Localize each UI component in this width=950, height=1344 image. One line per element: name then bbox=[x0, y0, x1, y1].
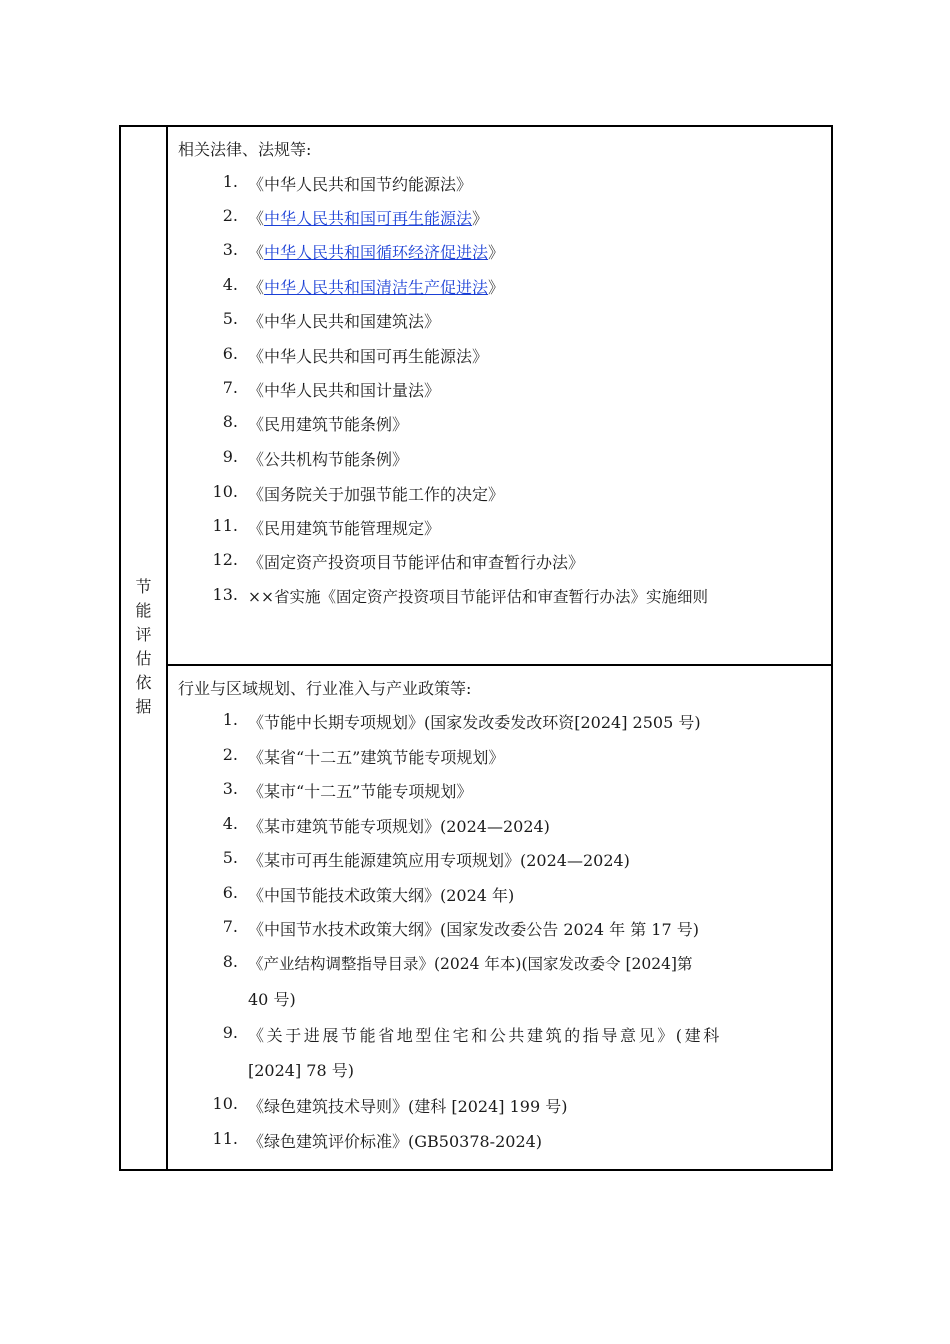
item-text: 《中华人民共和国节约能源法》 bbox=[248, 175, 473, 194]
item-number: 12. bbox=[212, 550, 238, 569]
item-text: 《某市“十二五”节能专项规划》 bbox=[248, 782, 473, 801]
item-number: 10. bbox=[212, 1094, 238, 1113]
item-text: 《中国节能技术政策大纲》(2024 年) bbox=[248, 886, 515, 905]
label-char: 评 bbox=[135, 625, 152, 644]
item-number: 6. bbox=[222, 883, 238, 902]
label-char: 依 bbox=[135, 673, 152, 692]
item-number: 5. bbox=[222, 309, 238, 328]
item-number: 13. bbox=[212, 585, 238, 604]
planning-policy-section bbox=[168, 666, 831, 1169]
item-text: 《产业结构调整指导目录》(2024 年本)(国家发改委令 [2024]第 bbox=[248, 955, 693, 973]
item-text: 《中华人民共和国计量法》 bbox=[248, 381, 441, 400]
item-text: 《中华人民共和国建筑法》 bbox=[248, 312, 441, 331]
item-text: 《民用建筑节能管理规定》 bbox=[248, 519, 441, 538]
law-link[interactable]: 中华人民共和国循环经济促进法 bbox=[264, 243, 489, 262]
item-number: 7. bbox=[222, 917, 238, 936]
item-text: 《固定资产投资项目节能评估和审查暂行办法》 bbox=[248, 553, 585, 572]
item-text: 《国务院关于加强节能工作的决定》 bbox=[248, 485, 505, 504]
bracket-close: 》 bbox=[488, 243, 505, 262]
item-text: 《民用建筑节能条例》 bbox=[248, 415, 409, 434]
item-text bbox=[248, 206, 488, 229]
item-text: 《公共机构节能条例》 bbox=[248, 450, 409, 469]
item-number: 9. bbox=[222, 1023, 238, 1042]
item-number: 9. bbox=[222, 447, 238, 466]
item-text bbox=[248, 240, 504, 263]
item-number: 11. bbox=[212, 1129, 238, 1148]
section-label bbox=[121, 575, 166, 719]
item-text-continued: [2024] 78 号) bbox=[248, 1061, 354, 1080]
item-text: 《绿色建筑技术导则》(建科 [2024] 199 号) bbox=[248, 1097, 568, 1116]
item-number: 8. bbox=[222, 952, 238, 971]
label-char: 据 bbox=[135, 697, 152, 716]
evaluation-basis-table bbox=[119, 125, 833, 1171]
item-text: 《某省“十二五”建筑节能专项规划》 bbox=[248, 748, 505, 767]
item-number: 4. bbox=[222, 275, 238, 294]
bracket-open: 《 bbox=[248, 278, 265, 297]
item-number: 1. bbox=[222, 710, 238, 729]
left-label-cell bbox=[121, 127, 168, 1169]
item-number: 3. bbox=[222, 779, 238, 798]
item-text-continued: 40 号) bbox=[248, 990, 296, 1009]
section-heading: 相关法律、法规等: bbox=[178, 140, 312, 159]
label-char: 估 bbox=[135, 649, 152, 668]
item-number: 2. bbox=[222, 745, 238, 764]
item-text: 《节能中长期专项规划》(国家发改委发改环资[2024] 2505 号) bbox=[248, 713, 701, 732]
law-link[interactable]: 中华人民共和国可再生能源法 bbox=[264, 209, 473, 228]
item-text: ××省实施《固定资产投资项目节能评估和审查暂行办法》实施细则 bbox=[248, 588, 708, 606]
law-link[interactable]: 中华人民共和国清洁生产促进法 bbox=[264, 278, 489, 297]
laws-regulations-section bbox=[168, 127, 831, 666]
item-number: 6. bbox=[222, 344, 238, 363]
item-text bbox=[248, 275, 504, 298]
bracket-close: 》 bbox=[488, 278, 505, 297]
item-number: 1. bbox=[222, 172, 238, 191]
item-text: 《关于进展节能省地型住宅和公共建筑的指导意见》(建科 bbox=[248, 1026, 722, 1045]
bracket-open: 《 bbox=[248, 209, 265, 228]
item-text: 《某市可再生能源建筑应用专项规划》(2024—2024) bbox=[248, 851, 630, 870]
item-text: 《绿色建筑评价标准》(GB50378-2024) bbox=[248, 1132, 543, 1151]
item-text: 《中华人民共和国可再生能源法》 bbox=[248, 347, 489, 366]
label-char: 能 bbox=[135, 601, 152, 620]
item-number: 2. bbox=[222, 206, 238, 225]
item-number: 7. bbox=[222, 378, 238, 397]
item-number: 8. bbox=[222, 412, 238, 431]
item-text: 《某市建筑节能专项规划》(2024—2024) bbox=[248, 817, 550, 836]
label-char: 节 bbox=[135, 577, 152, 596]
item-text: 《中国节水技术政策大纲》(国家发改委公告 2024 年 第 17 号) bbox=[248, 920, 699, 939]
bracket-close: 》 bbox=[472, 209, 489, 228]
item-number: 4. bbox=[222, 814, 238, 833]
item-number: 11. bbox=[212, 516, 238, 535]
item-number: 5. bbox=[222, 848, 238, 867]
section-heading: 行业与区域规划、行业准入与产业政策等: bbox=[178, 679, 472, 698]
item-number: 10. bbox=[212, 482, 238, 501]
item-number: 3. bbox=[222, 240, 238, 259]
bracket-open: 《 bbox=[248, 243, 265, 262]
